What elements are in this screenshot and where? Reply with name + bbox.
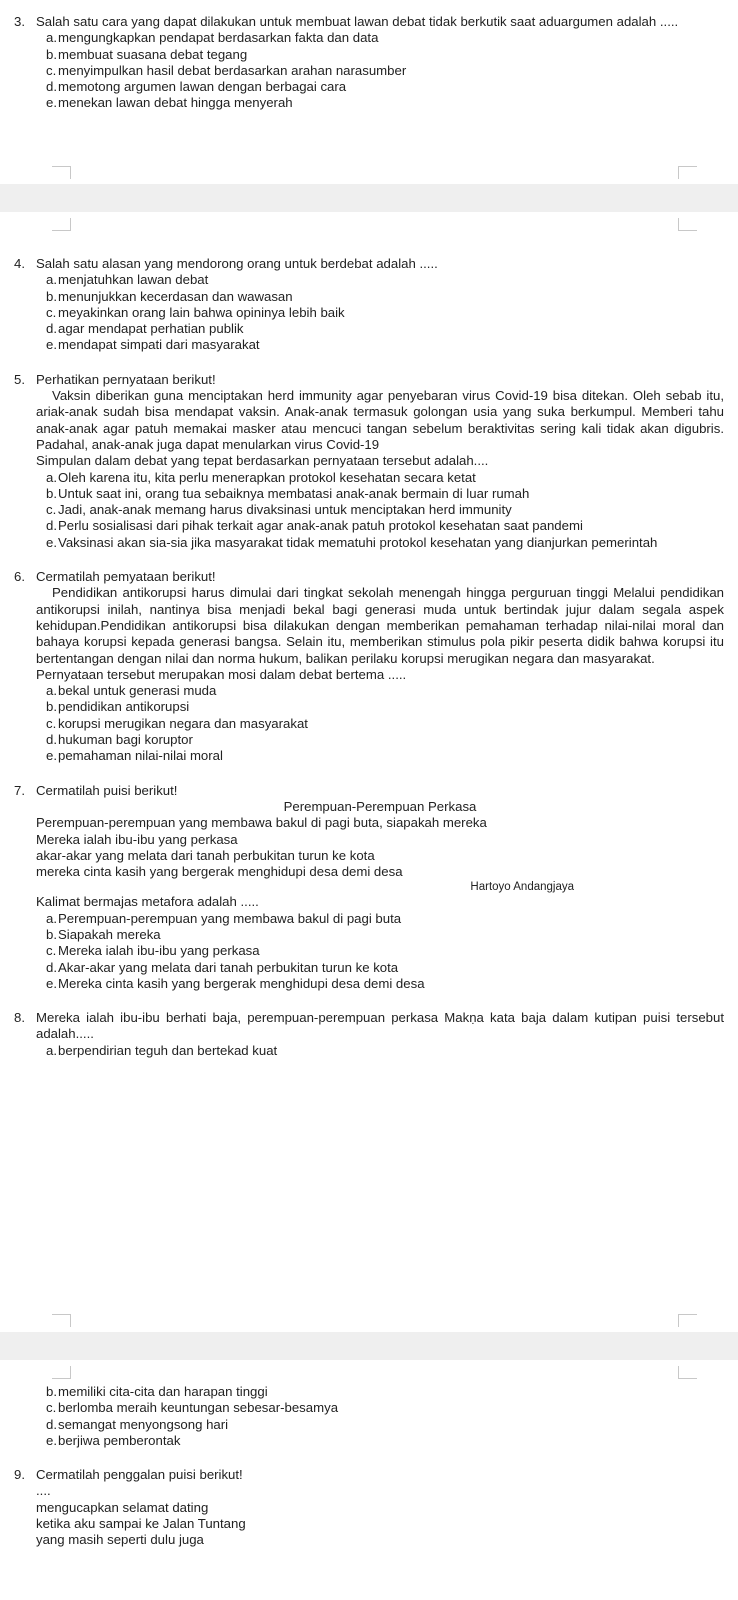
question-intro: Cermatilah penggalan puisi berikut! bbox=[36, 1467, 243, 1483]
options-list bbox=[36, 1384, 724, 1449]
option-text: Perlu sosialisasi dari pihak terkait agar anak-anak patuh protokol kesehatan saat pandemi bbox=[58, 518, 583, 534]
question-8 bbox=[0, 1010, 738, 1059]
answer-option bbox=[36, 470, 724, 486]
question-number: 7. bbox=[14, 782, 25, 798]
option-text: hukuman bagi koruptor bbox=[58, 732, 193, 748]
question-number: 9. bbox=[14, 1467, 25, 1483]
option-text: Vaksinasi akan sia-sia jika masyarakat tidak mematuhi protokol kesehatan yang dianjurkan pemerintah bbox=[58, 534, 658, 550]
question-intro: Perhatikan pernyataan berikut! bbox=[36, 371, 216, 387]
poem-line: Perempuan-perempuan yang membawa bakul di pagi buta, siapakah mereka bbox=[36, 815, 487, 831]
poem-title: Perempuan-Perempuan Perkasa bbox=[283, 798, 477, 814]
option-text: semangat menyongsong hari bbox=[58, 1416, 229, 1432]
option-letter: a. bbox=[46, 910, 57, 926]
answer-option bbox=[36, 943, 724, 959]
answer-option bbox=[36, 502, 724, 518]
poem-line: mereka cinta kasih yang bergerak menghidupi desa demi desa bbox=[36, 864, 403, 880]
options-list bbox=[36, 1043, 724, 1059]
option-letter: b. bbox=[46, 1384, 57, 1399]
question-3 bbox=[0, 14, 738, 112]
option-text: agar mendapat perhatian publik bbox=[58, 321, 244, 337]
option-letter: a. bbox=[46, 30, 57, 46]
answer-option bbox=[36, 927, 724, 943]
option-text: berpendirian teguh dan bertekad kuat bbox=[58, 1042, 278, 1058]
poem-line: Mereka ialah ibu-ibu yang perkasa bbox=[36, 831, 238, 847]
answer-option bbox=[36, 732, 724, 748]
option-letter: e. bbox=[46, 337, 57, 353]
option-letter: c. bbox=[46, 1400, 57, 1416]
option-letter: b. bbox=[46, 46, 57, 62]
option-text: Mereka cinta kasih yang bergerak menghidupi desa demi desa bbox=[58, 975, 425, 991]
statement-passage: Pendidikan antikorupsi harus dimulai dari tingkat sekolah menengah hingga perguruan tinggi Melalui pendidikan antikorupsi inilah, nantinya bisa menjadi bekal bagi generasi muda untuk bertindak jujur dalam segala aspek kehidupan.Pendidikan antikorupsi bisa dilakukan dengan memberikan pemahaman terhadap nilai-nilai moral dan bahaya korupsi kepada generasi bangsa. Selain itu, memberikan stimulus pola pikir peserta didik bahwa korupsi itu bertentangan dengan nilai dan norma hukum, balikan perilaku korupsi merugikan negara dan masyarakat. bbox=[36, 585, 724, 666]
option-letter: e. bbox=[46, 975, 57, 991]
option-text: Oleh karena itu, kita perlu menerapkan protokol kesehatan secara ketat bbox=[58, 469, 476, 485]
page-2-content bbox=[0, 256, 738, 1059]
answer-option bbox=[36, 486, 724, 502]
answer-option bbox=[36, 683, 724, 699]
question-intro: Cermatilah pemyataan berikut! bbox=[36, 569, 216, 585]
statement-passage: Vaksin diberikan guna menciptakan herd immunity agar penyebaran virus Covid-19 bisa ditekan. Oleh sebab itu, ariak-anak sudah bisa mendapat vaksin. Anak-anak termasuk golongan usia yang suka berkumpul. Memberi tahu anak-anak agar patuh memakai masker atau mencuci tangan sebelum beraktivitas sering kali tidak akan digubris. Padahal, anak-anak juga dapat menularkan virus Covid-19 bbox=[36, 388, 724, 452]
option-letter: e. bbox=[46, 95, 57, 111]
answer-option bbox=[36, 321, 724, 337]
question-text: Salah satu alasan yang mendorong orang untuk berdebat adalah ..... bbox=[36, 256, 438, 271]
option-letter: b. bbox=[46, 699, 57, 715]
question-number: 6. bbox=[14, 569, 25, 585]
question-text: Mereka ialah ibu-ibu berhati baja, perempuan-perempuan perkasa Makṇa kata baja dalam kutipan puisi tersebut adalah..... bbox=[36, 1010, 724, 1042]
option-text: meyakinkan orang lain bahwa opininya lebih baik bbox=[58, 304, 345, 320]
question-number: 5. bbox=[14, 371, 25, 387]
answer-option bbox=[36, 79, 724, 95]
option-letter: c. bbox=[46, 502, 57, 518]
poem-line: .... bbox=[36, 1483, 51, 1499]
question-text: Salah satu cara yang dapat dilakukan untuk membuat lawan debat tidak berkutik saat aduargumen adalah ..... bbox=[36, 14, 679, 29]
answer-option bbox=[36, 1400, 724, 1416]
page-corner-mark bbox=[52, 218, 71, 231]
option-letter: c. bbox=[46, 943, 57, 959]
answer-option bbox=[36, 911, 724, 927]
option-letter: d. bbox=[46, 79, 57, 95]
option-text: menekan lawan debat hingga menyerah bbox=[58, 95, 293, 111]
answer-option bbox=[36, 960, 724, 976]
option-letter: b. bbox=[46, 485, 57, 501]
option-letter: d. bbox=[46, 732, 57, 748]
answer-option bbox=[36, 716, 724, 732]
option-letter: a. bbox=[46, 272, 57, 288]
answer-option bbox=[36, 1384, 724, 1400]
option-text: Untuk saat ini, orang tua sebaiknya membatasi anak-anak bermain di luar rumah bbox=[58, 485, 530, 501]
option-letter: e. bbox=[46, 534, 57, 550]
option-text: Siapakah mereka bbox=[58, 926, 161, 942]
option-text: memotong argumen lawan dengan berbagai cara bbox=[58, 79, 347, 95]
answer-option bbox=[36, 748, 724, 764]
option-text: berjiwa pemberontak bbox=[58, 1432, 181, 1448]
option-letter: e. bbox=[46, 748, 57, 764]
answer-option bbox=[36, 518, 724, 534]
option-letter: a. bbox=[46, 469, 57, 485]
question-number: 8. bbox=[14, 1010, 25, 1026]
options-list bbox=[36, 911, 724, 992]
option-letter: c. bbox=[46, 715, 57, 731]
answer-option bbox=[36, 272, 724, 288]
option-text: menjatuhkan lawan debat bbox=[58, 272, 209, 288]
answer-option bbox=[36, 47, 724, 63]
options-list bbox=[36, 683, 724, 764]
page-break bbox=[0, 1332, 738, 1360]
answer-option bbox=[36, 337, 724, 353]
question-text: Pernyataan tersebut merupakan mosi dalam debat bertema ..... bbox=[36, 666, 407, 682]
question-text: Kalimat bermajas metafora adalah ..... bbox=[36, 894, 259, 910]
question-9 bbox=[0, 1467, 738, 1548]
option-letter: c. bbox=[46, 62, 57, 78]
poem-author: Hartoyo Andangjaya bbox=[470, 881, 574, 894]
page-corner-mark bbox=[678, 218, 697, 231]
poem-line: yang masih seperti dulu juga bbox=[36, 1532, 204, 1548]
options-list bbox=[36, 470, 724, 551]
option-text: memiliki cita-cita dan harapan tinggi bbox=[58, 1384, 268, 1399]
option-text: Mereka ialah ibu-ibu yang perkasa bbox=[58, 943, 260, 959]
page-3-content bbox=[0, 1384, 738, 1549]
option-text: Perempuan-perempuan yang membawa bakul di pagi buta bbox=[58, 910, 402, 926]
option-text: mengungkapkan pendapat berdasarkan fakta dan data bbox=[58, 30, 379, 46]
option-letter: d. bbox=[46, 518, 57, 534]
option-text: pendidikan antikorupsi bbox=[58, 699, 190, 715]
option-text: Akar-akar yang melata dari tanah perbukitan turun ke kota bbox=[58, 959, 399, 975]
option-letter: b. bbox=[46, 926, 57, 942]
page-corner-mark bbox=[52, 1366, 71, 1379]
option-letter: b. bbox=[46, 288, 57, 304]
page-corner-mark bbox=[678, 1366, 697, 1379]
answer-option bbox=[36, 289, 724, 305]
option-letter: e. bbox=[46, 1432, 57, 1448]
question-4 bbox=[0, 256, 738, 354]
option-text: menyimpulkan hasil debat berdasarkan arahan narasumber bbox=[58, 62, 407, 78]
option-text: korupsi merugikan negara dan masyarakat bbox=[58, 715, 308, 731]
page-corner-mark bbox=[678, 166, 697, 179]
question-text: Simpulan dalam debat yang tepat berdasarkan pernyataan tersebut adalah.... bbox=[36, 453, 489, 469]
question-number: 3. bbox=[14, 14, 25, 29]
poem-lines bbox=[36, 1483, 724, 1548]
option-letter: a. bbox=[46, 683, 57, 699]
option-text: membuat suasana debat tegang bbox=[58, 46, 248, 62]
question-6 bbox=[0, 569, 738, 765]
option-text: menunjukkan kecerdasan dan wawasan bbox=[58, 288, 293, 304]
answer-option bbox=[36, 305, 724, 321]
option-text: mendapat simpati dari masyarakat bbox=[58, 337, 260, 353]
poem-line: mengucapkan selamat dating bbox=[36, 1499, 209, 1515]
option-letter: d. bbox=[46, 321, 57, 337]
question-intro: Cermatilah puisi berikut! bbox=[36, 782, 178, 798]
answer-option bbox=[36, 95, 724, 111]
poem-lines bbox=[36, 815, 724, 880]
option-text: Jadi, anak-anak memang harus divaksinasi untuk menciptakan herd immunity bbox=[58, 502, 512, 518]
page-corner-mark bbox=[678, 1314, 697, 1327]
option-letter: a. bbox=[46, 1042, 57, 1058]
question-number: 4. bbox=[14, 256, 25, 271]
option-text: bekal untuk generasi muda bbox=[58, 683, 217, 699]
answer-option bbox=[36, 699, 724, 715]
poem-line: ketika aku sampai ke Jalan Tuntang bbox=[36, 1516, 246, 1532]
answer-option bbox=[36, 1043, 724, 1059]
options-list bbox=[36, 272, 724, 353]
page-corner-mark bbox=[52, 1314, 71, 1327]
option-letter: d. bbox=[46, 1416, 57, 1432]
option-text: pemahaman nilai-nilai moral bbox=[58, 748, 223, 764]
question-5 bbox=[0, 372, 738, 551]
options-list bbox=[36, 30, 724, 111]
option-text: berlomba meraih keuntungan sebesar-besamya bbox=[58, 1400, 339, 1416]
answer-option bbox=[36, 1417, 724, 1433]
page-break bbox=[0, 184, 738, 212]
poem-line: akar-akar yang melata dari tanah perbukitan turun ke kota bbox=[36, 847, 375, 863]
option-letter: d. bbox=[46, 959, 57, 975]
answer-option bbox=[36, 1433, 724, 1449]
answer-option bbox=[36, 63, 724, 79]
answer-option bbox=[36, 535, 724, 551]
answer-option bbox=[36, 976, 724, 992]
option-letter: c. bbox=[46, 304, 57, 320]
page-corner-mark bbox=[52, 166, 71, 179]
question-7 bbox=[0, 783, 738, 993]
answer-option bbox=[36, 30, 724, 46]
